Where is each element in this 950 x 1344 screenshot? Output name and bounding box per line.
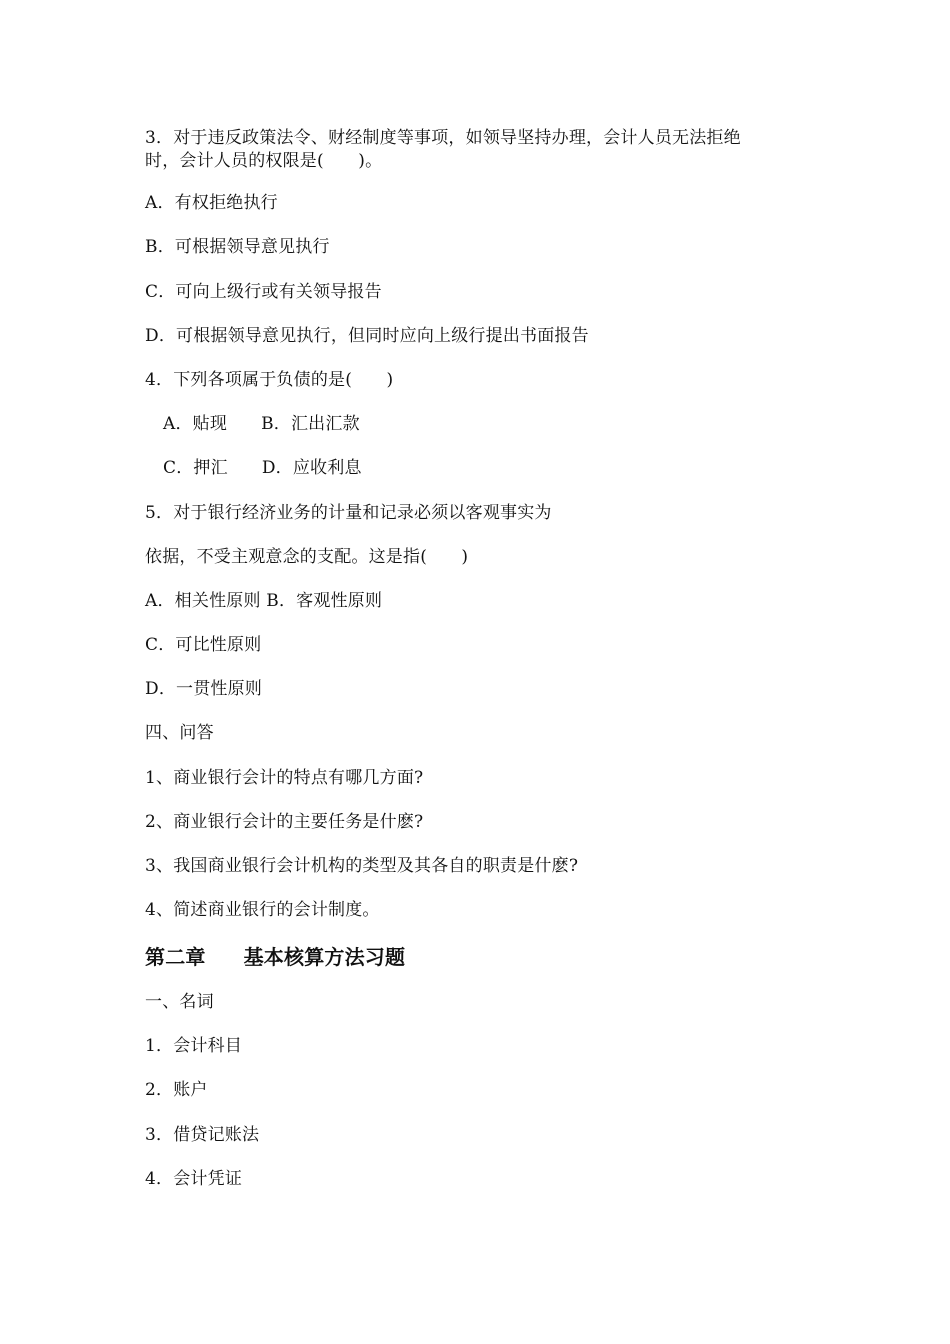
q4-option-d: D．应收利息 (261, 458, 362, 478)
q4-option-b: B．汇出汇款 (261, 414, 360, 434)
q4-options-row2 (163, 457, 362, 479)
q5-option-c: C．可比性原则 (145, 635, 262, 655)
section4-title: 四、问答 (145, 723, 214, 743)
chapter2-number: 第二章 (145, 945, 206, 969)
chapter2-term-3: 3．借贷记账法 (145, 1125, 260, 1145)
q3-option-b: B．可根据领导意见执行 (145, 237, 330, 257)
section4-item-4: 4、简述商业银行的会计制度。 (145, 900, 380, 920)
chapter2-term-4: 4．会计凭证 (145, 1169, 243, 1189)
q3-option-d: D．可根据领导意见执行，但同时应向上级行提出书面报告 (145, 326, 589, 346)
section4-item-2: 2、商业银行会计的主要任务是什麽? (145, 812, 424, 832)
q5-stem-line1: 5．对于银行经济业务的计量和记录必须以客观事实为 (145, 503, 552, 523)
q4-stem: 4．下列各项属于负债的是( ) (145, 370, 394, 390)
q3-stem-line2: 时，会计人员的权限是( )。 (145, 151, 383, 171)
q4-option-c: C．押汇 (163, 458, 228, 478)
q5-option-d: D．一贯性原则 (145, 679, 263, 699)
section4-item-1: 1、商业银行会计的特点有哪几方面? (145, 768, 424, 788)
q3-option-a: A．有权拒绝执行 (145, 193, 278, 213)
chapter2-term-2: 2．账户 (145, 1080, 208, 1100)
chapter2-term-1: 1．会计科目 (145, 1036, 243, 1056)
q3-stem-line1: 3．对于违反政策法令、财经制度等事项，如领导坚持办理，会计人员无法拒绝 (145, 128, 741, 148)
q5-stem-line2: 依据，不受主观意念的支配。这是指( ) (145, 547, 469, 567)
q4-option-a: A．贴现 (163, 414, 228, 434)
q5-option-ab: A．相关性原则 B．客观性原则 (145, 591, 383, 611)
chapter2-title: 基本核算方法习题 (243, 945, 406, 969)
section4-item-3: 3、我国商业银行会计机构的类型及其各自的职责是什麽? (145, 856, 579, 876)
chapter2-section1-title: 一、名词 (145, 992, 214, 1012)
q4-options-row1 (163, 413, 360, 435)
q3-option-c: C．可向上级行或有关领导报告 (145, 282, 382, 302)
chapter2-heading (145, 944, 405, 970)
